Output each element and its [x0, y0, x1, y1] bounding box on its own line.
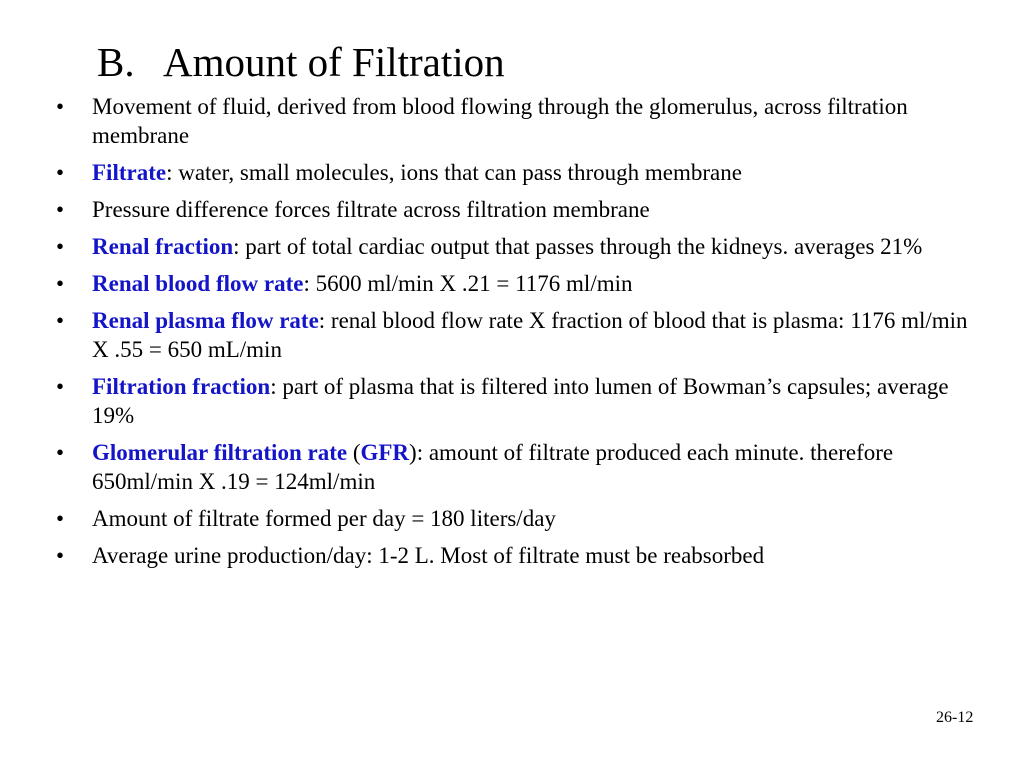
bullet-text: (	[347, 440, 361, 465]
bullet-term: Glomerular filtration rate	[92, 440, 348, 465]
bullet-item	[56, 372, 986, 430]
bullet-item	[56, 438, 986, 496]
bullet-text: Pressure difference forces filtrate across filtration membrane	[92, 197, 650, 222]
bullet-term: Filtration fraction	[92, 374, 271, 399]
bullet-item	[56, 92, 986, 150]
bullet-term: Filtrate	[92, 160, 167, 185]
bullet-term: Renal plasma flow rate	[92, 308, 319, 333]
title-number: B.	[97, 39, 135, 85]
bullet-list	[56, 92, 986, 578]
bullet-text: : part of total cardiac output that passes through the kidneys. averages 21%	[233, 234, 923, 259]
bullet-dot: •	[56, 543, 65, 568]
bullet-item	[56, 504, 986, 533]
bullet-dot: •	[56, 271, 65, 296]
slide-number: 26-12	[936, 709, 974, 726]
bullet-text: ): amount of filtrate produced each minute. therefore 650ml/min X .19 = 124ml/min	[92, 440, 894, 494]
bullet-item	[56, 195, 986, 224]
bullet-text: : renal blood flow rate X fraction of blood that is plasma: 1176 ml/min X .55 = 650 mL/min	[92, 308, 968, 362]
bullet-item	[56, 306, 986, 364]
title-text: Amount of Filtration	[163, 39, 505, 85]
bullet-term-abbr: GFR	[360, 440, 410, 465]
bullet-text: : water, small molecules, ions that can pass through membrane	[166, 160, 742, 185]
bullet-text: Movement of fluid, derived from blood flowing through the glomerulus, across filtration membrane	[92, 94, 908, 148]
bullet-dot: •	[56, 197, 65, 222]
bullet-dot: •	[56, 308, 65, 333]
bullet-item	[56, 158, 986, 187]
bullet-text: : 5600 ml/min X .21 = 1176 ml/min	[303, 271, 633, 296]
bullet-dot: •	[56, 506, 65, 531]
slide-title	[97, 38, 505, 86]
bullet-dot: •	[56, 94, 65, 119]
bullet-term: Renal fraction	[92, 234, 234, 259]
bullet-text: Average urine production/day: 1-2 L. Most of filtrate must be reabsorbed	[92, 543, 765, 568]
bullet-dot: •	[56, 160, 65, 185]
bullet-dot: •	[56, 374, 65, 399]
bullet-dot: •	[56, 234, 65, 259]
bullet-term: Renal blood flow rate	[92, 271, 304, 296]
bullet-text: : part of plasma that is filtered into lumen of Bowman’s capsules; average 19%	[92, 374, 949, 428]
bullet-dot: •	[56, 440, 65, 465]
bullet-item	[56, 269, 986, 298]
bullet-item	[56, 232, 986, 261]
bullet-text: Amount of filtrate formed per day = 180 liters/day	[92, 506, 556, 531]
bullet-item	[56, 541, 986, 570]
